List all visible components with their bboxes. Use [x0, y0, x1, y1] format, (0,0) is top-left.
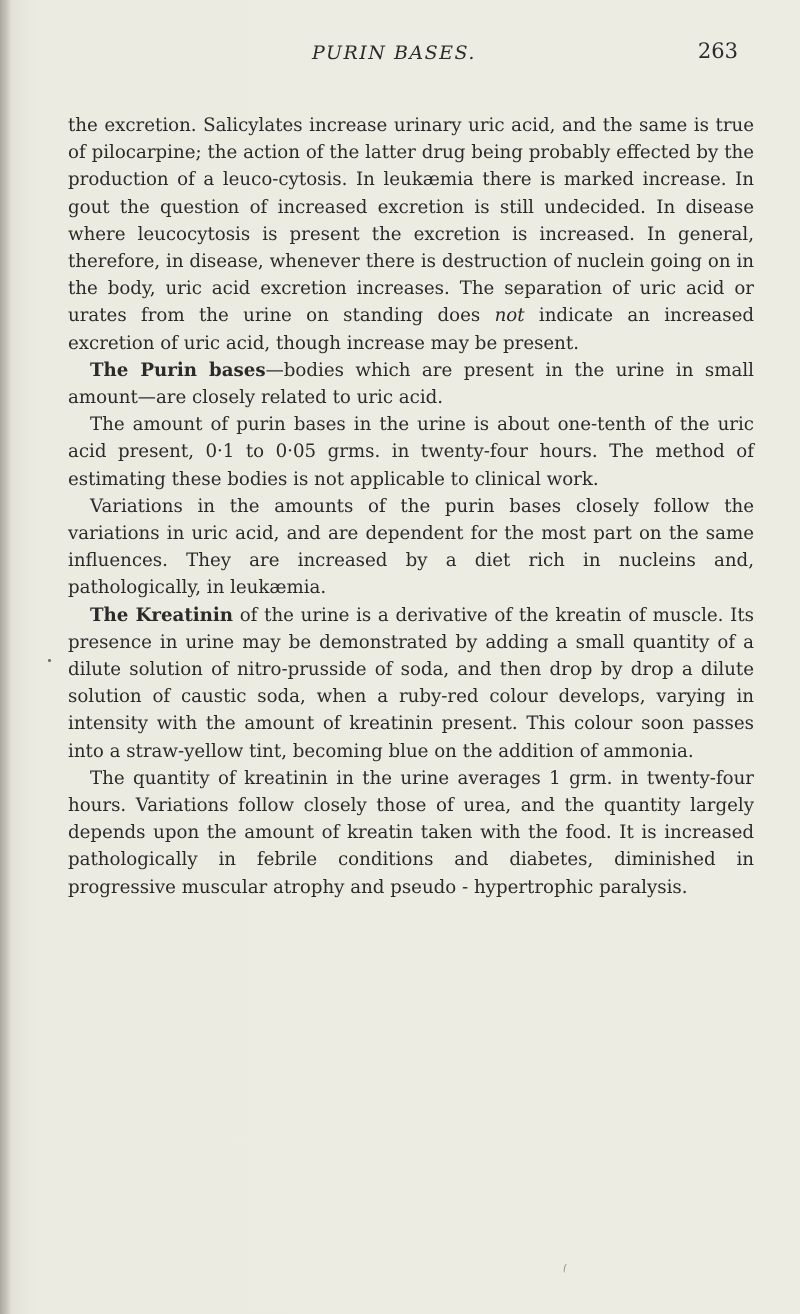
paragraph-purin-variations	[68, 493, 754, 602]
body-text	[68, 112, 754, 901]
paragraph-text: The quantity of kreatinin in the urine averages 1 grm. in twenty-four hours. Variations follow closely those of urea, and the quantity largely depends upon the amount of kreatin taken with the food. It is increased pathologically in febrile conditions and diabetes, diminished in progressive muscular atrophy and pseudo - hypertrophic paralysis.	[68, 767, 754, 898]
paragraph-kreatinin-quantity	[68, 765, 754, 901]
page-header	[0, 36, 800, 76]
paragraph-text: Variations in the amounts of the purin bases closely follow the variations in uric acid, and are dependent for the most part on the same influences. They are increased by a diet rich in nucleins and, pathologically, in leukæmia.	[68, 495, 754, 599]
running-title: PURIN BASES.	[312, 42, 476, 64]
paragraph-purin-amount	[68, 411, 754, 493]
page-number: 263	[697, 39, 738, 63]
paragraph-text: indicate an increased excretion of uric acid, though increase may be present.	[68, 305, 754, 354]
paragraph-purin-bases	[68, 357, 754, 411]
paper-speck	[48, 659, 51, 662]
paragraph-text: of the urine is a derivative of the kreatin of muscle. Its presence in urine may be demonstrated by adding a small quantity of a dilute solution of nitro-prusside of soda, and then drop by drop a dilute solution of caustic soda, when a ruby-red colour develops, varying in intensity with the amount of kreatinin present. This colour soon passes into a straw-yellow tint, becoming blue on the addition of ammonia.	[68, 604, 754, 762]
stray-pencil-mark	[563, 1264, 570, 1274]
section-heading-kreatinin: The Kreatinin	[90, 604, 234, 626]
section-heading-purin-bases: The Purin bases	[90, 359, 266, 381]
paragraph-text: the excretion. Salicylates increase urinary uric acid, and the same is true of pilocarpine; the action of the latter drug being probably effected by the production of a leuco-cytosis. In leukæmia there is marked increase. In gout the question of increased excretion is still undecided. In disease where leucocytosis is present the excretion is increased. In general, therefore, in disease, whenever there is destruction of nuclein going on in the body, uric acid excretion increases. The separation of uric acid or urates from the urine on standing does	[68, 115, 754, 327]
emphasis-not: not	[494, 305, 525, 327]
paragraph-text: The amount of purin bases in the urine is about one-tenth of the uric acid present, 0·1 to 0·05 grms. in twenty-four hours. The method of estimating these bodies is not applicable to clinical work.	[68, 414, 754, 490]
binding-shadow	[0, 0, 10, 1314]
paragraph-text: —bodies which are present in the urine in small amount—are closely related to uric acid.	[68, 359, 754, 409]
paragraph-uric-acid-excretion	[68, 112, 754, 357]
paragraph-kreatinin	[68, 602, 754, 765]
